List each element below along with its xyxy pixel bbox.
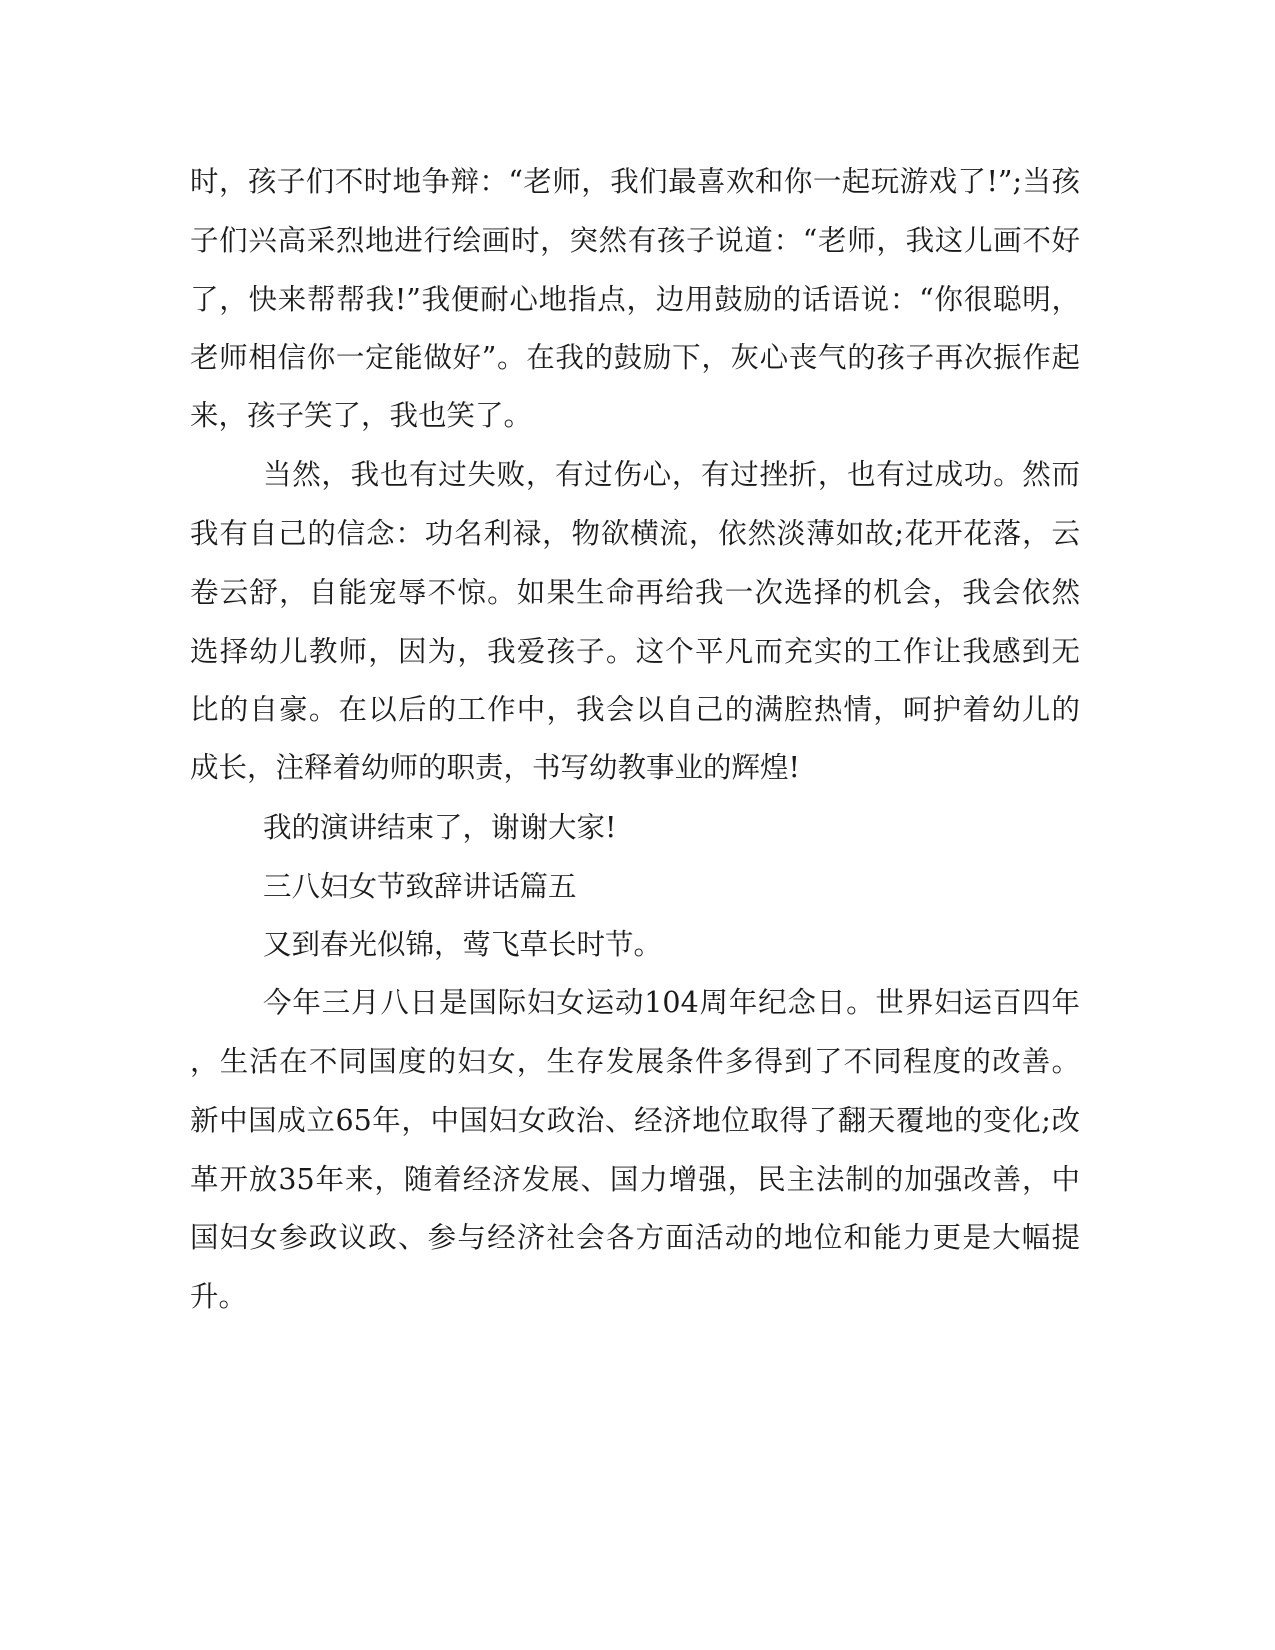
section-heading: 三八妇女节致辞讲话篇五 bbox=[263, 870, 577, 903]
text-line: 革开放35年来，随着经济发展、国力增强，民主法制的加强改善，中 bbox=[190, 1163, 1080, 1196]
text-line: 子们兴高采烈地进行绘画时，突然有孩子说道：“老师，我这儿画不好 bbox=[190, 224, 1080, 257]
text-line: 卷云舒，自能宠辱不惊。如果生命再给我一次选择的机会，我会依然 bbox=[190, 576, 1080, 609]
text-line: 成长，注释着幼师的职责，书写幼教事业的辉煌! bbox=[190, 751, 800, 784]
text-line: 我的演讲结束了，谢谢大家! bbox=[263, 811, 617, 844]
text-line: 比的自豪。在以后的工作中，我会以自己的满腔热情，呵护着幼儿的 bbox=[190, 693, 1080, 726]
text-line: 升。 bbox=[190, 1280, 248, 1313]
text-line: 国妇女参政议政、参与经济社会各方面活动的地位和能力更是大幅提 bbox=[190, 1221, 1080, 1254]
text-line: 时，孩子们不时地争辩：“老师，我们最喜欢和你一起玩游戏了!”;当孩 bbox=[190, 165, 1080, 198]
text-line: 今年三月八日是国际妇女运动104周年纪念日。世界妇运百四年 bbox=[263, 986, 1080, 1019]
text-line: 选择幼儿教师，因为，我爱孩子。这个平凡而充实的工作让我感到无 bbox=[190, 635, 1080, 668]
text-line: 当然，我也有过失败，有过伤心，有过挫折，也有过成功。然而 bbox=[263, 458, 1080, 491]
text-line: 我有自己的信念：功名利禄，物欲横流，依然淡薄如故;花开花落，云 bbox=[190, 517, 1080, 550]
text-line: 了，快来帮帮我!”我便耐心地指点，边用鼓励的话语说：“你很聪明， bbox=[190, 283, 1080, 316]
text-line: 新中国成立65年，中国妇女政治、经济地位取得了翻天覆地的变化;改 bbox=[190, 1104, 1080, 1137]
text-line: 又到春光似锦，莺飞草长时节。 bbox=[263, 928, 663, 961]
text-line: 来，孩子笑了，我也笑了。 bbox=[190, 399, 533, 432]
text-line: 老师相信你一定能做好”。在我的鼓励下，灰心丧气的孩子再次振作起 bbox=[190, 341, 1080, 374]
text-line: ，生活在不同国度的妇女，生存发展条件多得到了不同程度的改善。 bbox=[190, 1045, 1080, 1078]
